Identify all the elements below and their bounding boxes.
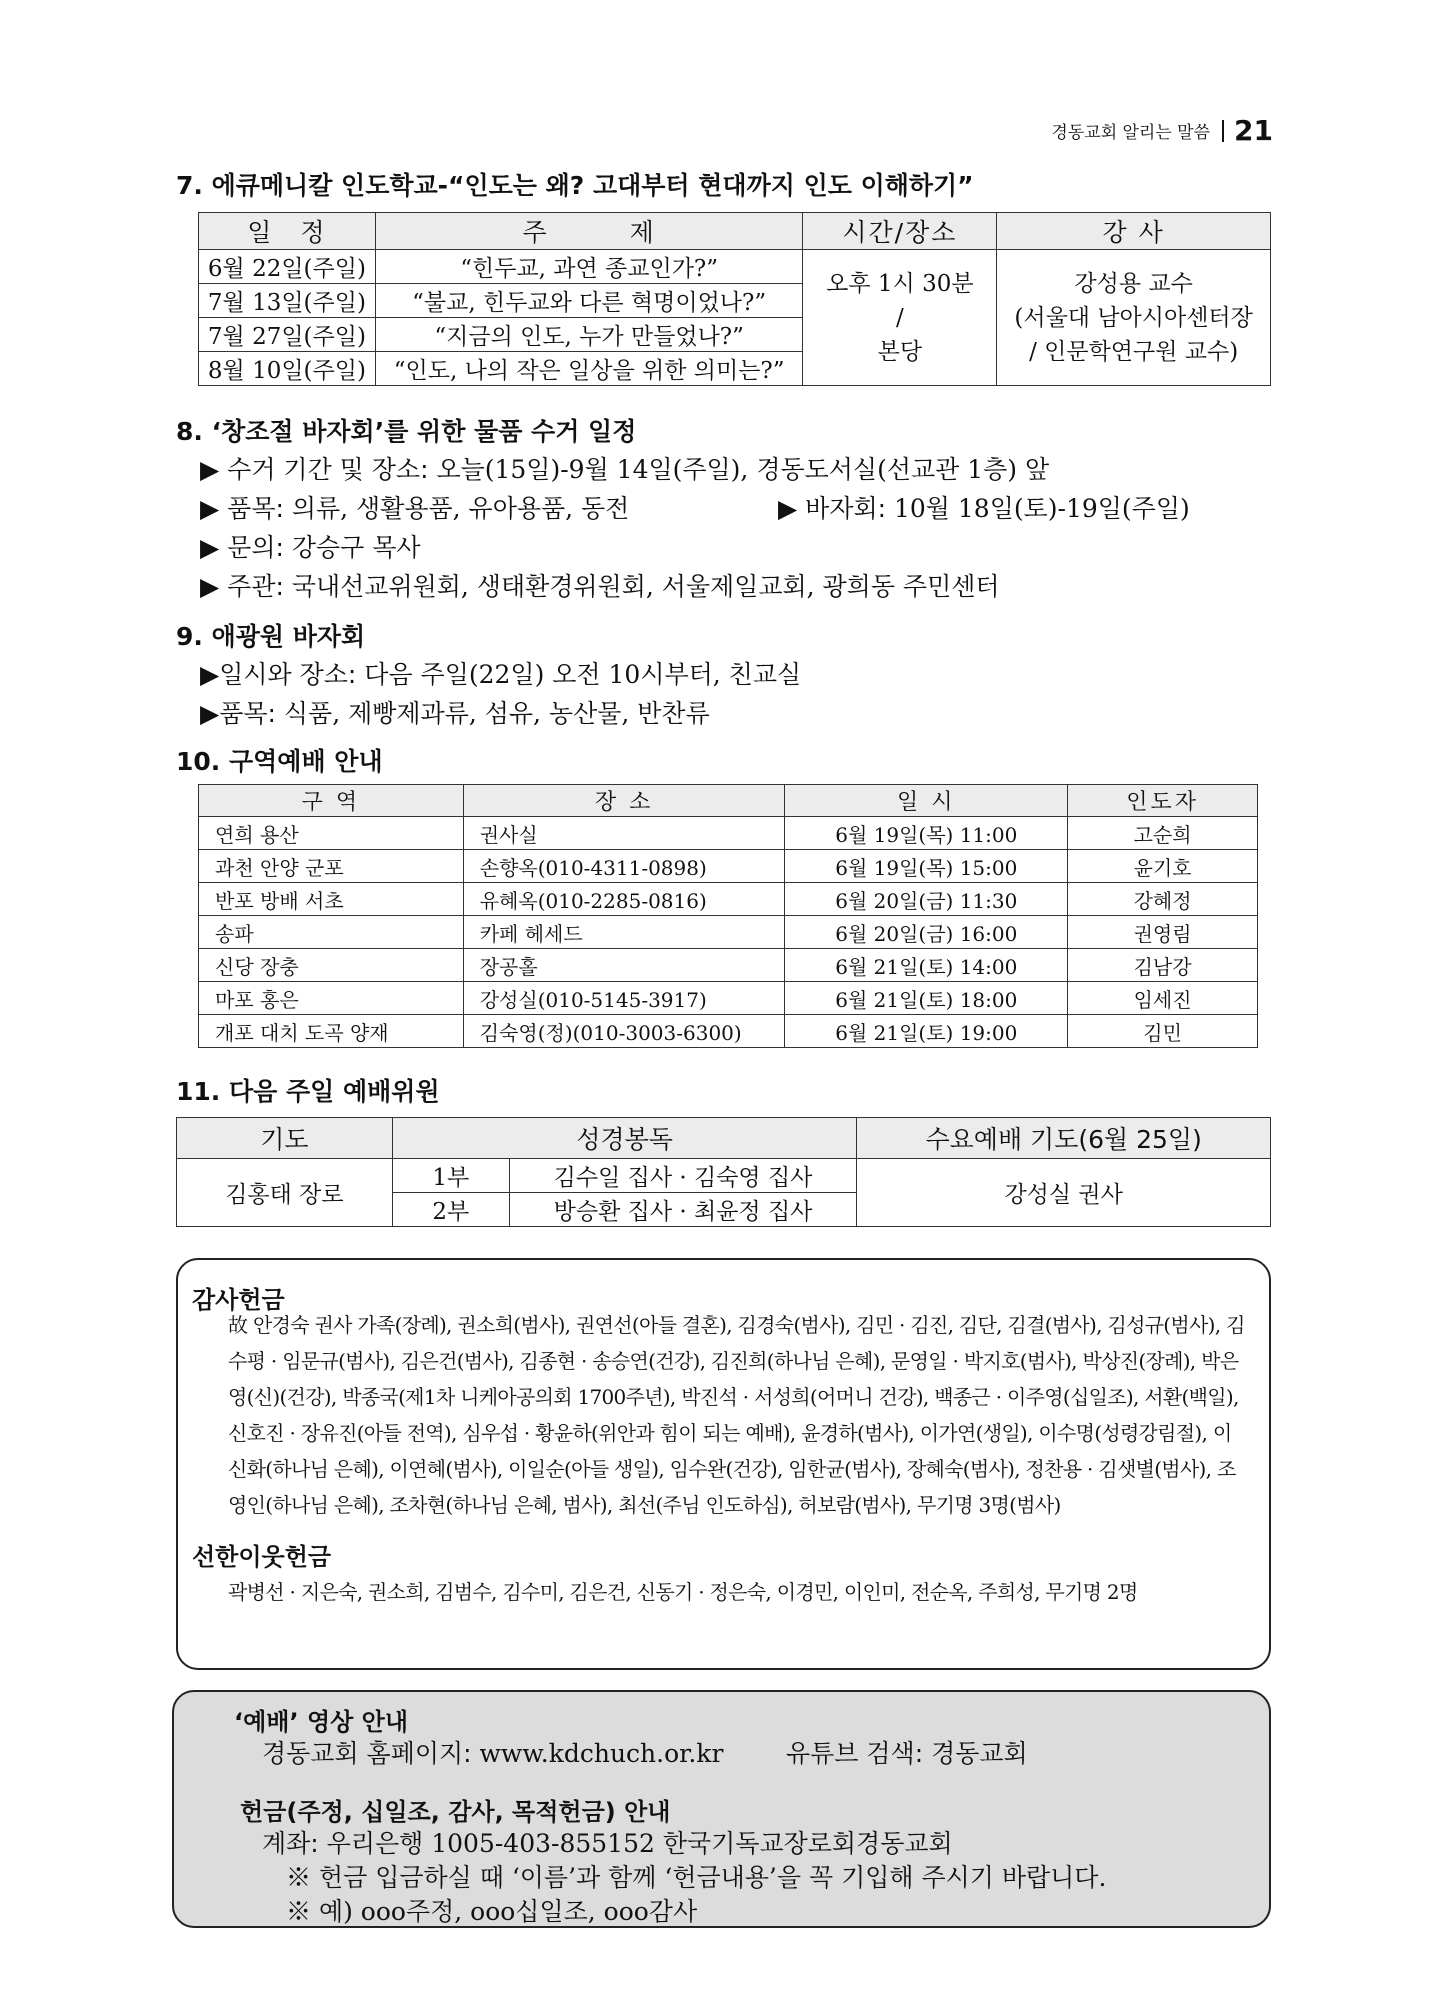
bazaar-items — [200, 694, 710, 730]
place-cell: 장공홀 — [463, 949, 785, 982]
section-7-title: 7. 에큐메니칼 인도학교-“인도는 왜? 고대부터 현대까지 인도 이해하기” — [176, 171, 974, 200]
date-cell: 7월 13일(주일) — [199, 284, 376, 318]
leader-cell: 강혜정 — [1068, 883, 1258, 916]
header-cell: 수요예배 기도(6월 25일) — [857, 1118, 1271, 1159]
deposit-note: ※ 헌금 입금하실 때 ‘이름’과 함께 ‘헌금내용’을 꼭 기입해 주시기 바랍니다. — [286, 1863, 1107, 1892]
area-cell: 연희 용산 — [199, 817, 464, 850]
bazaar-date — [778, 489, 1190, 525]
area-cell: 신당 장충 — [199, 949, 464, 982]
wednesday-prayer-cell: 강성실 권사 — [857, 1159, 1271, 1227]
header-cell: 기도 — [177, 1118, 393, 1159]
place-text: 본당 — [877, 338, 923, 365]
collection-period — [200, 450, 1049, 486]
leader-cell: 임세진 — [1068, 982, 1258, 1015]
place-cell: 유혜옥(010-2285-0816) — [463, 883, 785, 916]
time-cell: 6월 19일(목) 11:00 — [785, 817, 1068, 850]
header-divider — [1222, 120, 1224, 142]
time-cell: 6월 19일(목) 15:00 — [785, 850, 1068, 883]
lecturer-name: 강성용 교수 — [1074, 270, 1193, 297]
items-label: ▶품목: — [200, 699, 276, 728]
table-header-row — [199, 213, 1271, 250]
time-cell: 6월 20일(금) 11:30 — [785, 883, 1068, 916]
youtube-label: 유튜브 검색: — [786, 1739, 924, 1768]
thanks-offering-list: 故 안경숙 권사 가족(장례), 권소희(범사), 권연선(아들 결혼), 김경숙(범사), 김민 · 김진, 김단, 김결(범사), 김성규(범사), 김수평 · 임문규(범사), 김은건(범사), 김종현 · 송승연(건강), 김진희(하나님 은혜), 문영일 · 박지호(범사), 박상진(장례), 박은영(신)(건강), 박종국(제1차 니케아공의회 1700주년), 박진석 · 서성희(어머니 건강), 백종근 · 이주영(십일조), 서환(백일), 신호진 · 장유진(아들 전역), 심우섭 · 황윤하(위안과 힘이 되는 예배), 윤경하(범사), 이가연(생일), 이수명(성령강림절), 이신화(하나님 은혜), 이연혜(범사), 이일순(아들 생일), 임수완(건강), 임한균(범사), 장혜숙(범사), 정찬용 · 김샛별(범사), 조영인(하나님 은혜), 조차현(하나님 은혜, 범사), 최선(주님 인도하심), 허보람(범사), 무기명 3명(범사) — [228, 1313, 1245, 1517]
lecturer-title-1: (서울대 남아시아센터장 — [1014, 304, 1253, 331]
readers-cell: 방승환 집사 · 최윤정 집사 — [509, 1193, 857, 1227]
topic-cell: “인도, 나의 작은 일상을 위한 의미는?” — [375, 352, 803, 386]
section-11-title: 11. 다음 주일 예배위원 — [176, 1077, 440, 1106]
bazaar-when — [200, 655, 801, 691]
table-row — [177, 1159, 1271, 1193]
area-cell: 개포 대치 도곡 양재 — [199, 1015, 464, 1048]
area-cell: 송파 — [199, 916, 464, 949]
homepage-line — [262, 1734, 723, 1770]
bazaar-label: ▶ 바자회: — [778, 494, 887, 523]
header-cell: 일 시 — [785, 785, 1068, 817]
part-cell: 1부 — [392, 1159, 509, 1193]
topic-cell: “지금의 인도, 누가 만들었나?” — [375, 318, 803, 352]
time-cell: 6월 20일(금) 16:00 — [785, 916, 1068, 949]
when-value: 다음 주일(22일) 오전 10시부터, 친교실 — [356, 660, 802, 689]
date-cell: 6월 22일(주일) — [199, 250, 376, 284]
section-9-title: 9. 애광원 바자회 — [176, 622, 366, 651]
neighbor-offering-list: 곽병선 · 지은숙, 권소희, 김범수, 김수미, 김은건, 신동기 · 정은숙, 이경민, 이인미, 전순옥, 주희성, 무기명 2명 — [228, 1580, 1138, 1604]
account-label: 계좌: — [262, 1829, 319, 1858]
table-row — [199, 883, 1258, 916]
header-cell: 일 정 — [199, 213, 376, 250]
time-cell: 6월 21일(토) 14:00 — [785, 949, 1068, 982]
table-header-row — [199, 785, 1258, 817]
neighbor-offering-title: 선한이웃헌금 — [192, 1543, 332, 1571]
youtube-value: 경동교회 — [923, 1739, 1028, 1768]
topic-cell: “힌두교, 과연 종교인가?” — [375, 250, 803, 284]
header-cell: 시간/장소 — [803, 213, 997, 250]
india-school-table — [198, 212, 1271, 386]
table-row — [199, 982, 1258, 1015]
youtube-line — [786, 1734, 1028, 1770]
place-cell: 강성실(010-5145-3917) — [463, 982, 785, 1015]
info-box — [172, 1690, 1271, 1928]
items-value: 식품, 제빵제과류, 섬유, 농산물, 반찬류 — [275, 699, 710, 728]
area-cell: 반포 방배 서초 — [199, 883, 464, 916]
time-cell: 6월 21일(토) 18:00 — [785, 982, 1068, 1015]
header-cell: 성경봉독 — [392, 1118, 857, 1159]
host-info — [200, 567, 1000, 603]
lecturer-title-2: / 인문학연구원 교수) — [1029, 338, 1239, 365]
date-cell: 7월 27일(주일) — [199, 318, 376, 352]
thanks-offering-title: 감사헌금 — [192, 1286, 285, 1314]
leader-cell: 권영림 — [1068, 916, 1258, 949]
table-row — [199, 916, 1258, 949]
account-value: 우리은행 1005-403-855152 한국기독교장로회경동교회 — [318, 1829, 953, 1858]
slash-text: / — [895, 304, 904, 331]
host-value: 국내선교위원회, 생태환경위원회, 서울제일교회, 광희동 주민센터 — [283, 572, 1000, 601]
topic-cell: “불교, 힌두교와 다른 혁명이었나?” — [375, 284, 803, 318]
when-label: ▶일시와 장소: — [200, 660, 357, 689]
items-label: ▶ 품목: — [200, 494, 284, 523]
leader-cell: 김남강 — [1068, 949, 1258, 982]
area-cell: 마포 홍은 — [199, 982, 464, 1015]
contact-info — [200, 528, 421, 564]
leader-cell: 김민 — [1068, 1015, 1258, 1048]
page-header — [1051, 114, 1273, 147]
homepage-label: 경동교회 홈페이지: — [262, 1739, 472, 1768]
homepage-value[interactable]: www.kdchuch.or.kr — [471, 1739, 724, 1768]
place-cell: 권사실 — [463, 817, 785, 850]
leader-cell: 고순희 — [1068, 817, 1258, 850]
worship-committee-table — [176, 1117, 1271, 1227]
lecturer-cell — [997, 250, 1271, 386]
offering-box — [176, 1258, 1271, 1670]
video-title: ‘예배’ 영상 안내 — [234, 1708, 409, 1736]
prayer-cell: 김홍태 장로 — [177, 1159, 393, 1227]
table-row — [199, 1015, 1258, 1048]
area-cell: 과천 안양 군포 — [199, 850, 464, 883]
collection-items — [200, 489, 629, 525]
bazaar-value: 10월 18일(토)-19일(주일) — [886, 494, 1190, 523]
table-row — [199, 850, 1258, 883]
date-cell: 8월 10일(주일) — [199, 352, 376, 386]
header-cell: 주 제 — [375, 213, 803, 250]
table-row — [199, 817, 1258, 850]
host-label: ▶ 주관: — [200, 572, 284, 601]
contact-label: ▶ 문의: — [200, 533, 284, 562]
part-cell: 2부 — [392, 1193, 509, 1227]
account-title: 헌금(주정, 십일조, 감사, 목적헌금) 안내 — [240, 1798, 671, 1826]
readers-cell: 김수일 집사 · 김숙영 집사 — [509, 1159, 857, 1193]
account-line — [262, 1824, 953, 1860]
table-row — [199, 250, 1271, 284]
place-cell: 손향옥(010-4311-0898) — [463, 850, 785, 883]
header-cell: 장 소 — [463, 785, 785, 817]
deposit-example: ※ 예) ooo주정, ooo십일조, ooo감사 — [286, 1897, 698, 1926]
items-value: 의류, 생활용품, 유아용품, 동전 — [283, 494, 630, 523]
time-cell: 6월 21일(토) 19:00 — [785, 1015, 1068, 1048]
header-cell: 인도자 — [1068, 785, 1258, 817]
place-cell: 카페 헤세드 — [463, 916, 785, 949]
place-cell: 김숙영(정)(010-3003-6300) — [463, 1015, 785, 1048]
header-cell: 강 사 — [997, 213, 1271, 250]
page-number: 21 — [1234, 114, 1273, 147]
section-8-title: 8. ‘창조절 바자회’를 위한 물품 수거 일정 — [176, 417, 637, 446]
time-place-cell — [803, 250, 997, 386]
table-row — [199, 949, 1258, 982]
period-label: ▶ 수거 기간 및 장소: — [200, 455, 429, 484]
period-value: 오늘(15일)-9월 14일(주일), 경동도서실(선교관 1층) 앞 — [428, 455, 1050, 484]
header-cell: 구 역 — [199, 785, 464, 817]
table-header-row — [177, 1118, 1271, 1159]
contact-value: 강승구 목사 — [283, 533, 421, 562]
district-worship-table — [198, 784, 1258, 1048]
section-10-title: 10. 구역예배 안내 — [176, 747, 383, 776]
time-text: 오후 1시 30분 — [826, 270, 974, 297]
header-title: 경동교회 알리는 말씀 — [1051, 123, 1211, 143]
leader-cell: 윤기호 — [1068, 850, 1258, 883]
